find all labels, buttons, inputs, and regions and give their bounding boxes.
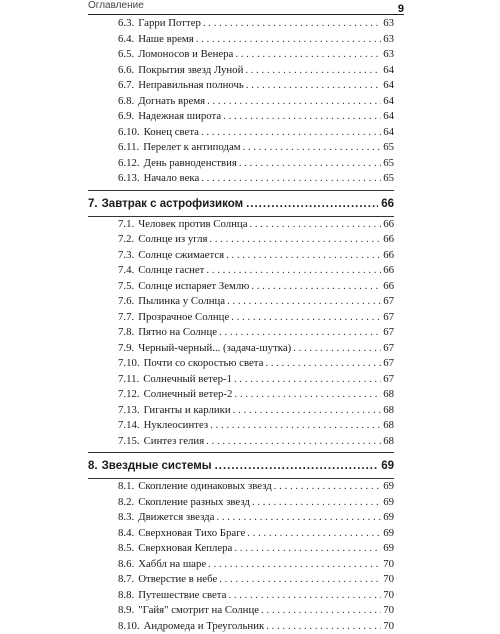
- entry-title: Ломоносов и Венера: [138, 47, 233, 63]
- entry-number: 7.8.: [118, 325, 134, 341]
- entry-page: 66: [383, 248, 394, 264]
- toc-entry[interactable]: [118, 356, 394, 372]
- entry-title: Начало века: [144, 171, 200, 187]
- entry-title: Отверстие в небе: [138, 572, 217, 588]
- entry-number: 8.9.: [118, 603, 134, 619]
- entry-title: Путешествие света: [138, 588, 226, 604]
- toc-entry[interactable]: [118, 479, 394, 495]
- entry-number: 7.2.: [118, 232, 134, 248]
- dot-leader: [219, 572, 381, 588]
- toc-entry[interactable]: [118, 125, 394, 141]
- entry-title: Сверхновая Кеплера: [138, 541, 232, 557]
- entry-page: 64: [383, 94, 394, 110]
- dot-leader: [233, 403, 382, 419]
- dot-leader: [234, 541, 381, 557]
- entry-title: День равноденствия: [144, 156, 237, 172]
- dot-leader: [223, 109, 381, 125]
- entry-title: Хаббл на шаре: [138, 557, 206, 573]
- entry-page: 65: [383, 140, 394, 156]
- entry-number: 7.7.: [118, 310, 134, 326]
- toc-entry[interactable]: [118, 588, 394, 604]
- dot-leader: [227, 294, 381, 310]
- dot-leader: [245, 63, 381, 79]
- entry-title: Солнце испаряет Землю: [138, 279, 249, 295]
- dot-leader: [219, 325, 381, 341]
- entry-page: 67: [383, 310, 394, 326]
- entry-number: 6.6.: [118, 63, 134, 79]
- entry-number: 7.11.: [118, 372, 139, 388]
- entry-page: 70: [383, 572, 394, 588]
- toc-entry[interactable]: [118, 94, 394, 110]
- dot-leader: [250, 217, 382, 233]
- dot-leader: [196, 32, 382, 48]
- dot-leader: [206, 263, 381, 279]
- entry-number: 7.6.: [118, 294, 134, 310]
- toc-entry[interactable]: [118, 171, 394, 187]
- dot-leader: [203, 16, 381, 32]
- dot-leader: [243, 140, 382, 156]
- entry-title: Черный-черный... (задача-шутка): [138, 341, 291, 357]
- dot-leader: [215, 458, 379, 474]
- entry-number: 8.10.: [118, 619, 140, 634]
- toc-entry[interactable]: [118, 557, 394, 573]
- entry-page: 65: [383, 171, 394, 187]
- entry-number: 8.8.: [118, 588, 134, 604]
- dot-leader: [206, 434, 381, 450]
- dot-leader: [265, 356, 381, 372]
- entry-number: 8.6.: [118, 557, 134, 573]
- chapter-title: Звездные системы: [102, 458, 212, 474]
- entry-title: Нуклеосинтез: [144, 418, 209, 434]
- chapter-number: 8.: [88, 458, 98, 474]
- toc-entry[interactable]: [118, 263, 394, 279]
- chapter-page: 69: [381, 458, 394, 474]
- entry-page: 69: [383, 510, 394, 526]
- entry-number: 7.1.: [118, 217, 134, 233]
- toc-entry[interactable]: [118, 541, 394, 557]
- dot-leader: [201, 125, 381, 141]
- entry-title: Прозрачное Солнце: [138, 310, 229, 326]
- dot-leader: [210, 418, 381, 434]
- entry-title: Андромеда и Треугольник: [144, 619, 265, 634]
- toc-entry[interactable]: [118, 47, 394, 63]
- entry-title: Солнце сжимается: [138, 248, 224, 264]
- entry-page: 68: [383, 387, 394, 403]
- entry-title: Гарри Поттер: [138, 16, 201, 32]
- entry-number: 7.13.: [118, 403, 140, 419]
- dot-leader: [209, 232, 381, 248]
- entry-title: Почти со скоростью света: [144, 356, 264, 372]
- entry-page: 70: [383, 557, 394, 573]
- entry-page: 63: [383, 47, 394, 63]
- entry-title: Человек против Солнца: [138, 217, 247, 233]
- toc-entry[interactable]: [118, 32, 394, 48]
- entry-page: 66: [383, 217, 394, 233]
- entry-title: Догнать время: [138, 94, 205, 110]
- entry-page: 64: [383, 109, 394, 125]
- entry-number: 8.5.: [118, 541, 134, 557]
- entry-page: 63: [383, 16, 394, 32]
- entry-title: Наше время: [138, 32, 193, 48]
- entry-page: 66: [383, 279, 394, 295]
- toc-entry[interactable]: [118, 156, 394, 172]
- toc-section: [88, 452, 394, 634]
- dot-leader: [293, 341, 381, 357]
- entry-number: 6.5.: [118, 47, 134, 63]
- entry-page: 68: [383, 418, 394, 434]
- toc-entry[interactable]: [118, 619, 394, 634]
- entry-page: 66: [383, 263, 394, 279]
- chapter-number: 7.: [88, 196, 98, 212]
- dot-leader: [239, 156, 381, 172]
- entry-title: Покрытия звезд Луной: [138, 63, 243, 79]
- entry-page: 69: [383, 495, 394, 511]
- toc-entry[interactable]: [118, 572, 394, 588]
- entry-page: 67: [383, 341, 394, 357]
- dot-leader: [228, 588, 381, 604]
- entry-title: Солнечный ветер-2: [144, 387, 233, 403]
- dot-leader: [208, 557, 381, 573]
- toc-entry[interactable]: [118, 109, 394, 125]
- toc-entry[interactable]: [118, 434, 394, 450]
- chapter-page: 66: [381, 196, 394, 212]
- toc-entry[interactable]: [118, 310, 394, 326]
- entry-number: 7.5.: [118, 279, 134, 295]
- entry-title: Перелет к антиподам: [143, 140, 240, 156]
- chapter-title: Завтрак с астрофизиком: [102, 196, 244, 212]
- entry-number: 7.9.: [118, 341, 134, 357]
- entry-number: 7.12.: [118, 387, 140, 403]
- entry-title: Скопление одинаковых звезд: [138, 479, 272, 495]
- entry-title: Солнечный ветер-1: [143, 372, 232, 388]
- toc-entry[interactable]: [118, 217, 394, 233]
- entry-number: 6.11.: [118, 140, 139, 156]
- toc-entry[interactable]: [118, 510, 394, 526]
- toc-entry[interactable]: [118, 526, 394, 542]
- entry-title: Солнце из угля: [138, 232, 207, 248]
- toc-entry[interactable]: [118, 418, 394, 434]
- entry-title: Надежная широта: [138, 109, 221, 125]
- table-of-contents: [88, 16, 394, 634]
- toc-entry[interactable]: [118, 341, 394, 357]
- entry-page: 63: [383, 32, 394, 48]
- toc-entry[interactable]: [118, 140, 394, 156]
- entry-number: 6.9.: [118, 109, 134, 125]
- entry-number: 7.4.: [118, 263, 134, 279]
- entry-number: 8.7.: [118, 572, 134, 588]
- toc-entry[interactable]: [118, 372, 394, 388]
- entry-number: 7.10.: [118, 356, 140, 372]
- entry-number: 8.4.: [118, 526, 134, 542]
- entry-page: 69: [383, 526, 394, 542]
- entry-page: 69: [383, 541, 394, 557]
- toc-section: [88, 16, 394, 187]
- toc-entry[interactable]: [118, 325, 394, 341]
- dot-leader: [246, 78, 381, 94]
- dot-leader: [252, 495, 381, 511]
- entry-number: 8.1.: [118, 479, 134, 495]
- entry-page: 69: [383, 479, 394, 495]
- entry-title: Синтез гелия: [144, 434, 205, 450]
- entry-number: 7.15.: [118, 434, 140, 450]
- entry-title: Скопление разных звезд: [138, 495, 250, 511]
- entry-number: 8.3.: [118, 510, 134, 526]
- dot-leader: [251, 279, 381, 295]
- entry-title: Пятно на Солнце: [138, 325, 217, 341]
- entry-number: 6.12.: [118, 156, 140, 172]
- entry-number: 7.14.: [118, 418, 140, 434]
- entry-page: 64: [383, 63, 394, 79]
- dot-leader: [207, 94, 381, 110]
- entry-title: Солнце гаснет: [138, 263, 204, 279]
- entry-page: 68: [383, 403, 394, 419]
- entry-page: 65: [383, 156, 394, 172]
- entry-number: 6.3.: [118, 16, 134, 32]
- entry-title: Движется звезда: [138, 510, 214, 526]
- dot-leader: [234, 387, 381, 403]
- entry-page: 64: [383, 125, 394, 141]
- dot-leader: [247, 526, 381, 542]
- toc-chapter-heading[interactable]: [88, 458, 394, 474]
- dot-leader: [261, 603, 381, 619]
- entry-title: Сверхновая Тихо Браге: [138, 526, 245, 542]
- entry-number: 8.2.: [118, 495, 134, 511]
- entry-page: 68: [383, 434, 394, 450]
- toc-entry[interactable]: [118, 16, 394, 32]
- toc-entry[interactable]: [118, 403, 394, 419]
- dot-leader: [231, 310, 381, 326]
- toc-section: [88, 190, 394, 450]
- page-number: 9: [386, 2, 404, 16]
- toc-entry[interactable]: [118, 387, 394, 403]
- dot-leader: [234, 372, 381, 388]
- dot-leader: [226, 248, 381, 264]
- dot-leader: [201, 171, 381, 187]
- toc-entry[interactable]: [118, 279, 394, 295]
- entry-page: 70: [383, 619, 394, 634]
- toc-entry[interactable]: [118, 232, 394, 248]
- entry-page: 66: [383, 232, 394, 248]
- chapter-divider: [88, 190, 394, 191]
- entry-page: 67: [383, 294, 394, 310]
- entry-number: 6.13.: [118, 171, 140, 187]
- entry-title: Пылинка у Солнца: [138, 294, 225, 310]
- entry-page: 67: [383, 356, 394, 372]
- entry-number: 6.8.: [118, 94, 134, 110]
- toc-entry[interactable]: [118, 603, 394, 619]
- toc-chapter-heading[interactable]: [88, 196, 394, 212]
- section-title: Оглавление: [88, 0, 144, 12]
- entry-title: "Гайя" смотрит на Солнце: [138, 603, 259, 619]
- dot-leader: [274, 479, 381, 495]
- running-head: [88, 0, 404, 15]
- toc-entry[interactable]: [118, 294, 394, 310]
- entry-page: 67: [383, 325, 394, 341]
- entry-title: Неправильная полночь: [138, 78, 244, 94]
- dot-leader: [235, 47, 381, 63]
- chapter-divider: [88, 452, 394, 453]
- toc-entry[interactable]: [118, 248, 394, 264]
- entry-page: 64: [383, 78, 394, 94]
- entry-number: 7.3.: [118, 248, 134, 264]
- dot-leader: [216, 510, 381, 526]
- entry-title: Гиганты и карлики: [144, 403, 231, 419]
- entry-number: 6.4.: [118, 32, 134, 48]
- entry-number: 6.10.: [118, 125, 140, 141]
- dot-leader: [266, 619, 381, 634]
- entry-number: 6.7.: [118, 78, 134, 94]
- dot-leader: [246, 196, 378, 212]
- toc-entry[interactable]: [118, 78, 394, 94]
- entry-page: 67: [383, 372, 394, 388]
- entry-page: 70: [383, 588, 394, 604]
- entry-page: 70: [383, 603, 394, 619]
- toc-entry[interactable]: [118, 495, 394, 511]
- entry-title: Конец света: [144, 125, 199, 141]
- toc-entry[interactable]: [118, 63, 394, 79]
